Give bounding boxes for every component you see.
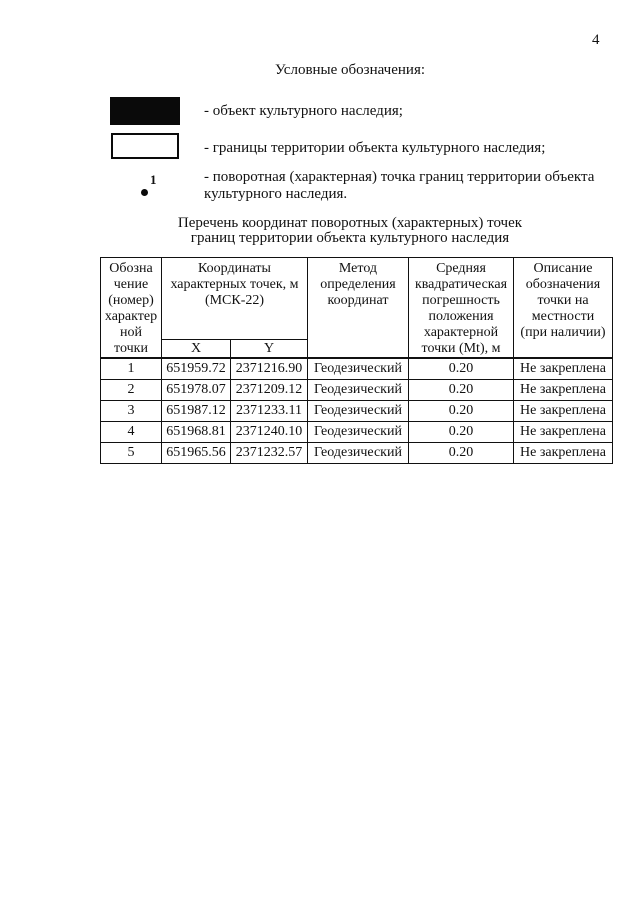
- cell-error: 0.20: [409, 358, 514, 380]
- page-number: 4: [592, 32, 600, 48]
- cell-description: Не закреплена: [514, 443, 613, 464]
- legend-title: Условные обозначения:: [274, 62, 426, 78]
- table-title-line-1: Перечень координат поворотных (характерных) точек: [177, 215, 523, 231]
- header-y: Y: [231, 340, 308, 359]
- header-coordinates: Координаты характерных точек, м (МСК-22): [162, 258, 308, 340]
- table-row: [101, 401, 613, 422]
- turning-point-marker-icon: [141, 189, 148, 196]
- legend-item-territory-boundary: - границы территории объекта культурного наследия;: [204, 140, 546, 156]
- header-method: Метод определения координат: [308, 258, 409, 359]
- cell-x: 651987.12: [162, 401, 231, 422]
- heritage-object-swatch: [110, 97, 180, 125]
- table-row: [101, 422, 613, 443]
- cell-x: 651978.07: [162, 380, 231, 401]
- cell-error: 0.20: [409, 422, 514, 443]
- cell-x: 651965.56: [162, 443, 231, 464]
- cell-y: 2371232.57: [231, 443, 308, 464]
- cell-method: Геодезический: [308, 358, 409, 380]
- cell-x: 651959.72: [162, 358, 231, 380]
- header-error: Средняя квадратическая погрешность положения характерной точки (Mt), м: [409, 258, 514, 359]
- cell-description: Не закреплена: [514, 358, 613, 380]
- cell-point-number: 3: [101, 401, 162, 422]
- table-row: [101, 443, 613, 464]
- turning-point-marker-label: 1: [150, 172, 157, 187]
- table-row: [101, 358, 613, 380]
- cell-description: Не закреплена: [514, 422, 613, 443]
- cell-point-number: 2: [101, 380, 162, 401]
- cell-point-number: 1: [101, 358, 162, 380]
- cell-y: 2371209.12: [231, 380, 308, 401]
- cell-y: 2371233.11: [231, 401, 308, 422]
- cell-y: 2371216.90: [231, 358, 308, 380]
- cell-description: Не закреплена: [514, 380, 613, 401]
- cell-method: Геодезический: [308, 443, 409, 464]
- legend-item-heritage-object: - объект культурного наследия;: [204, 103, 403, 119]
- table-title-line-2: границ территории объекта культурного наследия: [190, 230, 510, 246]
- cell-description: Не закреплена: [514, 401, 613, 422]
- legend-item-turning-point: - поворотная (характерная) точка границ территории объекта культурного наследия.: [204, 169, 595, 202]
- cell-method: Геодезический: [308, 380, 409, 401]
- coordinates-table: [100, 257, 613, 464]
- header-designation: Обозна чение (номер) характер ной точки: [101, 258, 162, 359]
- cell-point-number: 4: [101, 422, 162, 443]
- territory-boundary-swatch: [111, 133, 179, 159]
- header-x: X: [162, 340, 231, 359]
- cell-method: Геодезический: [308, 422, 409, 443]
- table-row: [101, 380, 613, 401]
- table-title: [0, 216, 640, 246]
- cell-error: 0.20: [409, 443, 514, 464]
- cell-error: 0.20: [409, 380, 514, 401]
- cell-x: 651968.81: [162, 422, 231, 443]
- cell-y: 2371240.10: [231, 422, 308, 443]
- cell-error: 0.20: [409, 401, 514, 422]
- table-header-row: [101, 258, 613, 340]
- header-description: Описание обозначения точки на местности (при наличии): [514, 258, 613, 359]
- cell-point-number: 5: [101, 443, 162, 464]
- cell-method: Геодезический: [308, 401, 409, 422]
